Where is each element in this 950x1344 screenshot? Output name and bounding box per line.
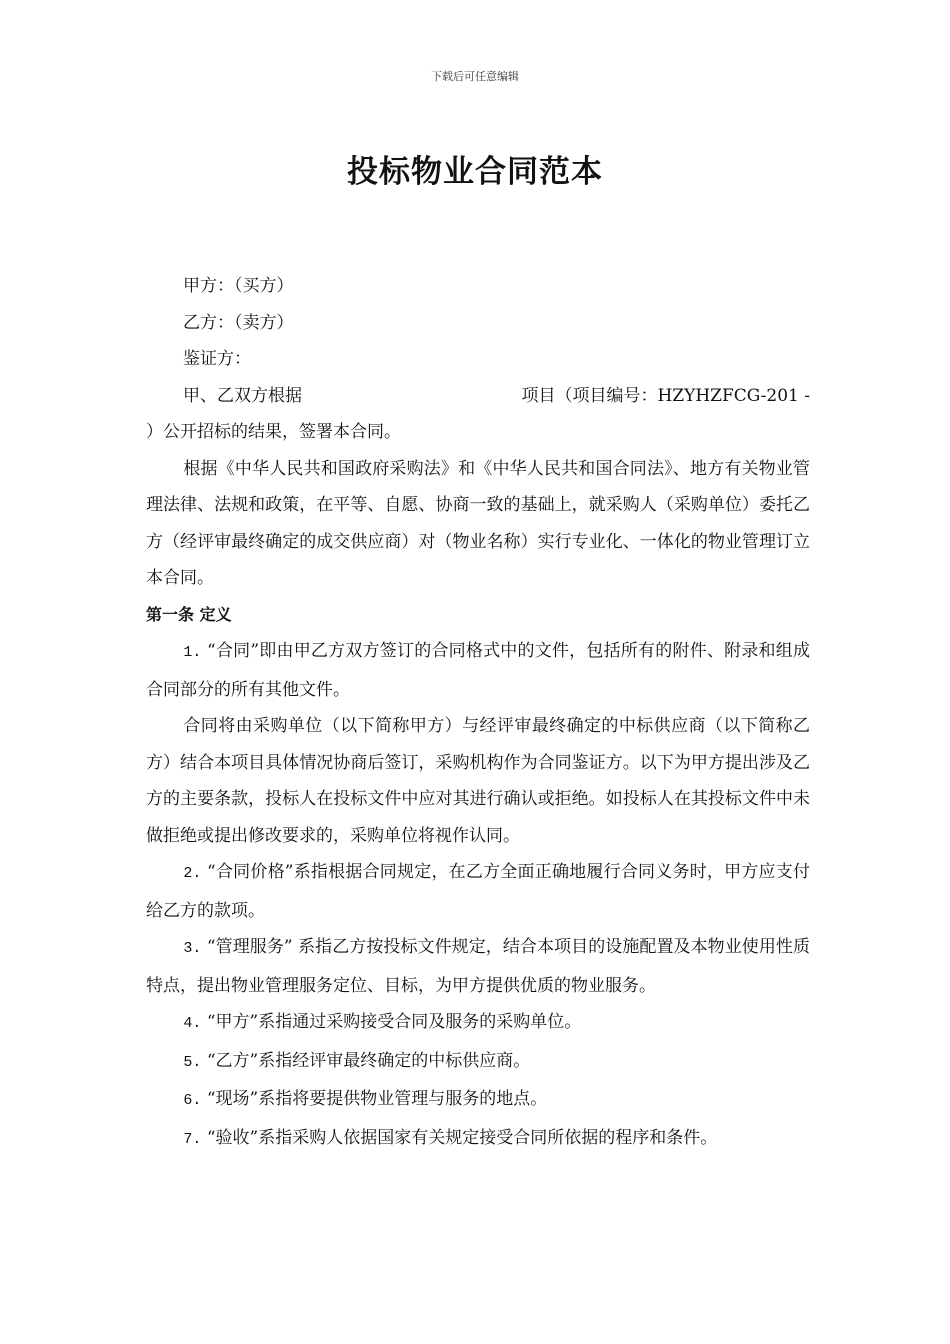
definition-text: “甲方”系指通过采购接受合同及服务的采购单位。	[206, 1012, 582, 1032]
definition-text: “验收”系指采购人依据国家有关规定接受合同所依据的程序和条件。	[206, 1127, 718, 1148]
definition-text: “合同”即由甲乙方双方签订的合同格式中的文件，包括所有的附件、附录和组成合同部分的所有其他文件。	[146, 641, 810, 700]
document-title: 投标物业合同范本	[347, 154, 603, 190]
party-a-line: 甲方：（买方）	[183, 276, 294, 296]
intro-line-1-left: 甲、乙双方根据	[183, 385, 302, 406]
intro-line-1-right: 项目（项目编号：HZYHZFCG-201 -	[521, 385, 810, 406]
basis-paragraph: 根据《中华人民共和国政府采购法》和《中华人民共和国合同法》、地方有关物业管理法律、法规和政策，在平等、自愿、协商一致的基础上，就采购人（采购单位）委托乙方（经评审最终确定的成交供应商）对（物业名称）实行专业化、一体化的物业管理订立本合同。	[146, 458, 810, 588]
definition-item	[146, 1120, 810, 1159]
definition-number: 5.	[183, 1053, 202, 1071]
section-1-heading: 第一条 定义	[146, 604, 232, 624]
definition-number: 4.	[183, 1015, 202, 1032]
definition-number: 7.	[183, 1130, 202, 1148]
definition-text: “合同价格”系指根据合同规定，在乙方全面正确地履行合同义务时，甲方应支付给乙方的款项。	[146, 862, 810, 921]
definition-text: 合同将由采购单位（以下简称甲方）与经评审最终确定的中标供应商（以下简称乙方）结合本项目具体情况协商后签订，采购机构作为合同鉴证方。以下为甲方提出涉及乙方的主要条款，投标人在投标文件中应对其进行确认或拒绝。如投标人在其投标文件中未做拒绝或提出修改要求的，采购单位将视作认同。	[146, 716, 810, 846]
definition-item	[146, 708, 810, 854]
definition-number: 2.	[183, 865, 202, 882]
definition-item	[146, 1004, 810, 1043]
definition-item	[146, 854, 810, 929]
definition-number: 3.	[183, 940, 202, 957]
intro-line-2: ）公开招标的结果，签署本合同。	[146, 422, 401, 442]
definition-number: 1.	[183, 644, 202, 661]
header-note: 下载后可任意编辑	[431, 70, 519, 83]
witness-line: 鉴证方：	[183, 349, 251, 369]
document-body	[146, 268, 810, 1158]
definition-text: “乙方”系指经评审最终确定的中标供应商。	[206, 1050, 531, 1071]
definition-item	[146, 929, 810, 1004]
definition-text: “管理服务” 系指乙方按投标文件规定，结合本项目的设施配置及本物业使用性质特点，提出物业管理服务定位、目标，为甲方提供优质的物业服务。	[146, 937, 810, 996]
definition-item	[146, 1081, 810, 1120]
party-b-line: 乙方：（卖方）	[183, 312, 294, 333]
definition-number: 6.	[183, 1092, 202, 1109]
definition-item	[146, 633, 810, 708]
definition-text: “现场”系指将要提供物业管理与服务的地点。	[206, 1089, 548, 1109]
definition-item	[146, 1043, 810, 1082]
intro-line-1	[146, 378, 810, 415]
